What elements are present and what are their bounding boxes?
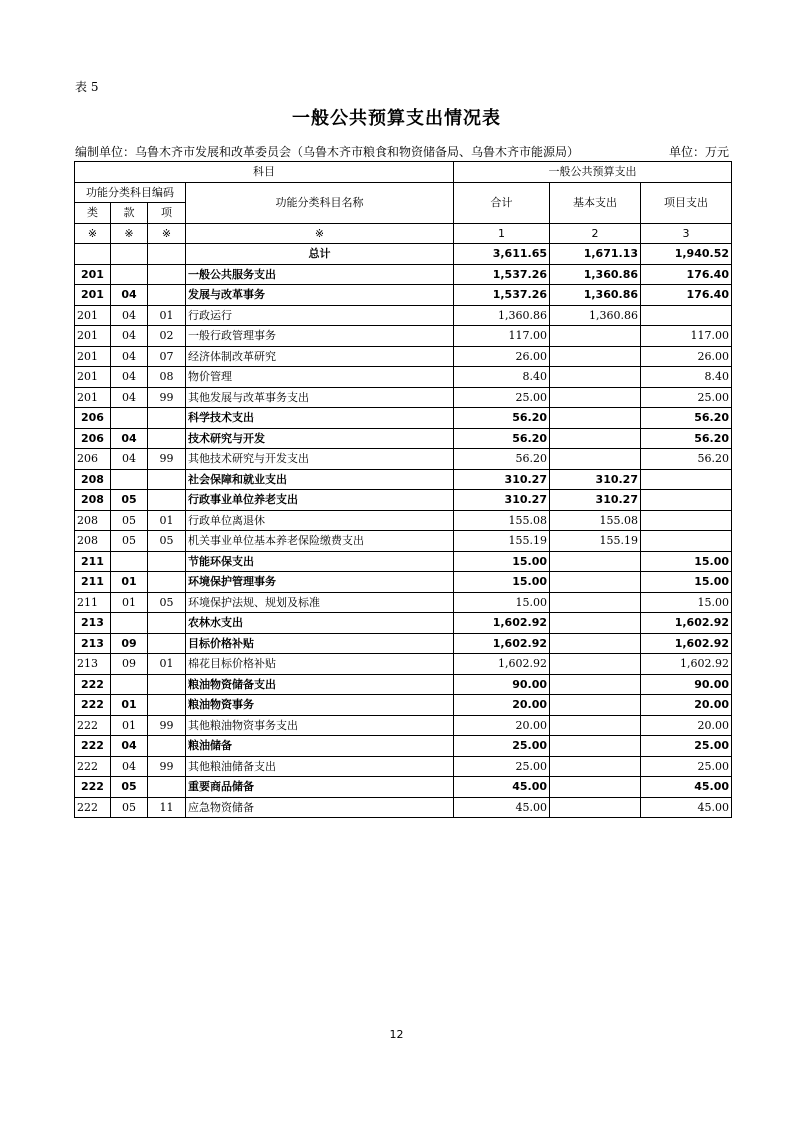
lei-cell [75,244,111,265]
table-row [75,490,732,511]
project-cell: 26.00 [641,346,732,367]
xiang-cell: 99 [148,756,186,777]
total-cell: 26.00 [454,346,550,367]
lei-cell: 206 [75,408,111,429]
kuan-cell: 01 [111,695,148,716]
basic-cell [550,367,641,388]
project-header: 项目支出 [641,182,732,223]
basic-cell: 1,360.86 [550,285,641,306]
lei-cell: 213 [75,654,111,675]
project-cell: 20.00 [641,695,732,716]
table-label: 表 5 [75,80,99,94]
project-cell: 15.00 [641,592,732,613]
col-number-3: 3 [641,223,732,244]
xiang-cell [148,469,186,490]
basic-cell: 1,360.86 [550,264,641,285]
xiang-cell: 99 [148,387,186,408]
name-cell: 其他技术研究与开发支出 [186,449,454,470]
lei-cell: 208 [75,469,111,490]
xiang-cell [148,551,186,572]
basic-cell [550,428,641,449]
lei-cell: 201 [75,346,111,367]
name-cell: 棉花目标价格补贴 [186,654,454,675]
currency-unit: 单位：万元 [668,145,729,159]
xiang-cell [148,244,186,265]
kuan-cell: 04 [111,305,148,326]
kuan-cell: 04 [111,736,148,757]
kuan-cell: 04 [111,756,148,777]
name-cell: 粮油物资储备支出 [186,674,454,695]
table-row [75,797,732,818]
col-number-1: 1 [454,223,550,244]
lei-cell: 208 [75,490,111,511]
basic-cell [550,777,641,798]
name-cell: 粮油物资事务 [186,695,454,716]
table-row [75,736,732,757]
name-cell: 目标价格补贴 [186,633,454,654]
compiler-unit: 编制单位：乌鲁木齐市发展和改革委员会（乌鲁木齐市粮食和物资储备局、乌鲁木齐市能源局） [75,145,580,159]
compiler-line [75,143,731,160]
total-cell: 155.19 [454,531,550,552]
name-cell: 技术研究与开发 [186,428,454,449]
lei-cell: 201 [75,264,111,285]
table-row [75,387,732,408]
project-cell [641,490,732,511]
total-cell: 15.00 [454,551,550,572]
table-row [75,510,732,531]
xiang-cell [148,695,186,716]
lei-header: 类 [75,203,111,224]
basic-cell [550,654,641,675]
total-header: 合计 [454,182,550,223]
lei-cell: 208 [75,510,111,531]
total-cell: 8.40 [454,367,550,388]
table-row [75,695,732,716]
project-cell: 117.00 [641,326,732,347]
total-cell: 1,602.92 [454,633,550,654]
name-cell: 社会保障和就业支出 [186,469,454,490]
xiang-cell: 05 [148,592,186,613]
kuan-cell: 05 [111,531,148,552]
name-cell: 经济体制改革研究 [186,346,454,367]
xiang-cell [148,285,186,306]
header-row-2 [75,182,732,203]
lei-cell: 211 [75,572,111,593]
lei-cell: 211 [75,551,111,572]
project-cell: 8.40 [641,367,732,388]
project-cell: 1,602.92 [641,613,732,634]
page-number: 12 [389,1028,404,1041]
total-cell: 310.27 [454,469,550,490]
kuan-cell: 05 [111,490,148,511]
project-cell: 20.00 [641,715,732,736]
project-cell [641,305,732,326]
basic-cell: 155.08 [550,510,641,531]
name-cell: 环境保护管理事务 [186,572,454,593]
xiang-cell [148,408,186,429]
kuan-cell [111,551,148,572]
lei-cell: 201 [75,285,111,306]
table-row [75,756,732,777]
name-cell: 行政运行 [186,305,454,326]
xiang-cell [148,572,186,593]
lei-cell: 222 [75,695,111,716]
name-cell: 一般公共服务支出 [186,264,454,285]
lei-cell: 222 [75,797,111,818]
project-cell: 1,602.92 [641,654,732,675]
total-cell: 20.00 [454,695,550,716]
xiang-cell: 07 [148,346,186,367]
xiang-cell: 01 [148,510,186,531]
project-cell: 176.40 [641,264,732,285]
kuan-cell: 05 [111,777,148,798]
name-cell: 一般行政管理事务 [186,326,454,347]
budget-header: 一般公共预算支出 [454,162,732,183]
kuan-cell: 09 [111,633,148,654]
project-cell: 56.20 [641,408,732,429]
total-cell: 1,602.92 [454,613,550,634]
kuan-cell: 01 [111,715,148,736]
total-cell: 117.00 [454,326,550,347]
project-cell [641,531,732,552]
table-row [75,633,732,654]
basic-cell [550,551,641,572]
table-row [75,469,732,490]
col-number-2: 2 [550,223,641,244]
kuan-cell: 04 [111,285,148,306]
name-cell: 发展与改革事务 [186,285,454,306]
name-cell: 应急物资储备 [186,797,454,818]
total-cell: 45.00 [454,777,550,798]
kuan-cell: 04 [111,387,148,408]
name-cell: 重要商品储备 [186,777,454,798]
subject-header: 科目 [75,162,454,183]
table-row [75,264,732,285]
kuan-cell [111,613,148,634]
basic-cell [550,592,641,613]
project-cell: 56.20 [641,428,732,449]
total-cell: 3,611.65 [454,244,550,265]
total-cell: 56.20 [454,449,550,470]
xiang-cell [148,428,186,449]
basic-cell [550,736,641,757]
name-cell: 科学技术支出 [186,408,454,429]
xiang-cell: 01 [148,654,186,675]
kuan-cell [111,469,148,490]
lei-cell: 201 [75,326,111,347]
xiang-cell: 11 [148,797,186,818]
project-cell: 25.00 [641,736,732,757]
lei-cell: 222 [75,736,111,757]
name-cell: 物价管理 [186,367,454,388]
name-cell: 环境保护法规、规划及标准 [186,592,454,613]
total-cell: 56.20 [454,428,550,449]
total-cell: 25.00 [454,736,550,757]
project-cell: 1,602.92 [641,633,732,654]
total-cell: 1,602.92 [454,654,550,675]
total-cell: 1,537.26 [454,264,550,285]
lei-cell: 222 [75,756,111,777]
basic-cell [550,408,641,429]
name-cell: 节能环保支出 [186,551,454,572]
xiang-cell [148,736,186,757]
mark-cell: ※ [75,223,111,244]
project-cell: 45.00 [641,777,732,798]
page-title: 一般公共预算支出情况表 [292,108,501,129]
name-cell: 农林水支出 [186,613,454,634]
header-row-1 [75,162,732,183]
basic-cell [550,797,641,818]
project-cell: 176.40 [641,285,732,306]
xiang-cell: 08 [148,367,186,388]
header-row-4 [75,223,732,244]
lei-cell: 213 [75,633,111,654]
name-cell: 其他发展与改革事务支出 [186,387,454,408]
lei-cell: 201 [75,305,111,326]
table-row [75,305,732,326]
kuan-cell: 04 [111,326,148,347]
name-cell: 粮油储备 [186,736,454,757]
xiang-cell [148,490,186,511]
project-cell: 45.00 [641,797,732,818]
project-cell: 15.00 [641,551,732,572]
basic-cell [550,346,641,367]
table-row [75,613,732,634]
table-row [75,551,732,572]
table-row [75,326,732,347]
name-cell: 机关事业单位基本养老保险缴费支出 [186,531,454,552]
table-row [75,715,732,736]
total-cell: 310.27 [454,490,550,511]
project-cell: 25.00 [641,387,732,408]
total-cell: 25.00 [454,387,550,408]
table-row [75,367,732,388]
total-cell: 56.20 [454,408,550,429]
table-row [75,449,732,470]
table-row [75,531,732,552]
total-cell: 20.00 [454,715,550,736]
xiang-cell [148,777,186,798]
project-cell [641,510,732,531]
xiang-cell: 99 [148,449,186,470]
total-cell: 15.00 [454,592,550,613]
basic-cell [550,387,641,408]
total-cell: 1,360.86 [454,305,550,326]
basic-cell [550,572,641,593]
total-cell: 25.00 [454,756,550,777]
project-cell: 90.00 [641,674,732,695]
kuan-cell: 04 [111,428,148,449]
basic-cell: 155.19 [550,531,641,552]
table-row [75,285,732,306]
lei-cell: 211 [75,592,111,613]
xiang-cell: 02 [148,326,186,347]
table-row [75,572,732,593]
name-cell: 其他粮油物资事务支出 [186,715,454,736]
basic-cell [550,756,641,777]
project-cell: 25.00 [641,756,732,777]
name-cell: 行政事业单位养老支出 [186,490,454,511]
table-row [75,346,732,367]
total-cell: 90.00 [454,674,550,695]
table-row [75,408,732,429]
lei-cell: 208 [75,531,111,552]
code-group-header: 功能分类科目编码 [75,182,186,203]
budget-table [74,161,732,818]
kuan-cell: 04 [111,346,148,367]
xiang-cell [148,613,186,634]
project-cell [641,469,732,490]
lei-cell: 206 [75,428,111,449]
basic-cell: 1,360.86 [550,305,641,326]
table-row [75,244,732,265]
total-cell: 15.00 [454,572,550,593]
lei-cell: 222 [75,674,111,695]
table-row [75,592,732,613]
xiang-cell: 99 [148,715,186,736]
xiang-cell [148,633,186,654]
basic-cell: 310.27 [550,469,641,490]
lei-cell: 222 [75,777,111,798]
lei-cell: 206 [75,449,111,470]
mark-cell: ※ [186,223,454,244]
basic-cell [550,715,641,736]
basic-cell [550,674,641,695]
kuan-cell [111,674,148,695]
table-row [75,654,732,675]
xiang-cell: 01 [148,305,186,326]
kuan-cell: 04 [111,367,148,388]
kuan-cell: 01 [111,592,148,613]
kuan-cell [111,244,148,265]
project-cell: 56.20 [641,449,732,470]
xiang-cell: 05 [148,531,186,552]
basic-cell: 1,671.13 [550,244,641,265]
total-cell: 45.00 [454,797,550,818]
xiang-header: 项 [148,203,186,224]
lei-cell: 213 [75,613,111,634]
project-cell: 15.00 [641,572,732,593]
name-cell: 其他粮油储备支出 [186,756,454,777]
mark-cell: ※ [148,223,186,244]
kuan-cell: 01 [111,572,148,593]
lei-cell: 201 [75,367,111,388]
kuan-cell: 09 [111,654,148,675]
basic-cell [550,613,641,634]
xiang-cell [148,674,186,695]
kuan-cell: 05 [111,510,148,531]
name-cell: 行政单位离退休 [186,510,454,531]
basic-cell: 310.27 [550,490,641,511]
name-header: 功能分类科目名称 [186,182,454,223]
mark-cell: ※ [111,223,148,244]
lei-cell: 222 [75,715,111,736]
table-row [75,777,732,798]
kuan-cell: 05 [111,797,148,818]
total-cell: 155.08 [454,510,550,531]
name-cell: 总计 [186,244,454,265]
basic-cell [550,326,641,347]
kuan-header: 款 [111,203,148,224]
kuan-cell [111,408,148,429]
table-row [75,674,732,695]
kuan-cell: 04 [111,449,148,470]
basic-cell [550,695,641,716]
lei-cell: 201 [75,387,111,408]
project-cell: 1,940.52 [641,244,732,265]
xiang-cell [148,264,186,285]
total-cell: 1,537.26 [454,285,550,306]
basic-cell [550,633,641,654]
table-row [75,428,732,449]
basic-header: 基本支出 [550,182,641,223]
basic-cell [550,449,641,470]
kuan-cell [111,264,148,285]
